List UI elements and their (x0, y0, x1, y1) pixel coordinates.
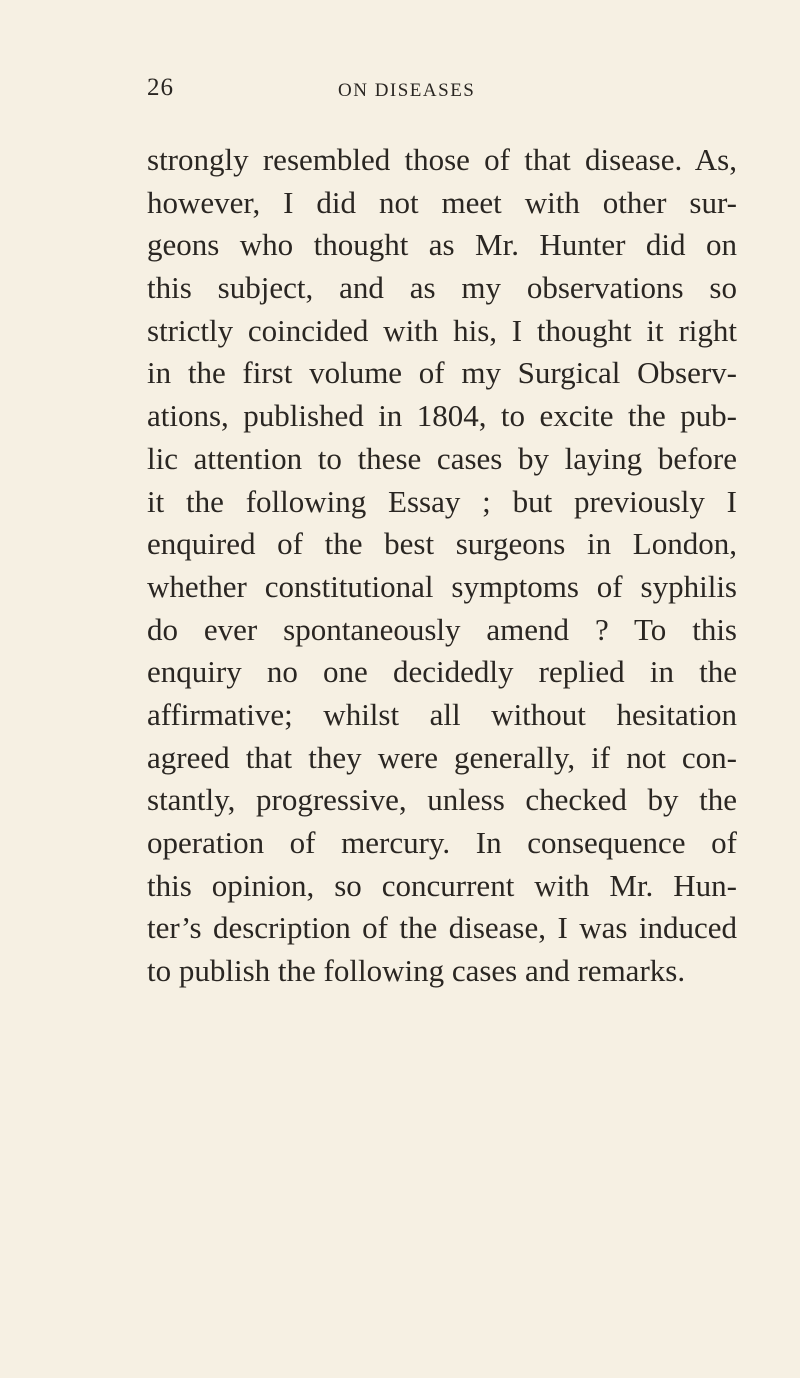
text-line: do ever spontaneously amend ? To this (147, 611, 737, 647)
text-line: geons who thought as Mr. Hunter did on (147, 227, 737, 263)
text-line: operation of mercury. In consequence of (147, 825, 737, 860)
text-line: this opinion, so concurrent with Mr. Hun- (147, 867, 737, 903)
text-line: ter’s description of the disease, I was induced (147, 910, 737, 946)
text-line: stantly, progressive, unless checked by the (147, 782, 737, 818)
text-line: affirmative; whilst all without hesitation (147, 696, 737, 732)
text-line: enquired of the best surgeons in London, (147, 526, 737, 562)
text-line: to publish the following cases and remarks. (147, 953, 686, 989)
running-title: ON DISEASES (338, 80, 476, 101)
text-line: agreed that they were generally, if not con- (147, 739, 737, 775)
text-line: it the following Essay ; but previously I (147, 483, 737, 519)
text-line: ations, published in 1804, to excite the pub- (147, 398, 737, 434)
text-line: this subject, and as my observations so (147, 270, 737, 306)
text-line: strictly coincided with his, I thought it right (147, 312, 737, 348)
page-header (0, 74, 800, 114)
text-line: strongly resembled those of that disease. As, (147, 142, 737, 177)
text-line: whether constitutional symptoms of syphilis (147, 568, 737, 604)
text-line: enquiry no one decidedly replied in the (147, 654, 737, 690)
body-text (147, 139, 737, 993)
text-line: in the first volume of my Surgical Observ- (147, 355, 737, 391)
text-line: lic attention to these cases by laying before (147, 440, 737, 476)
text-line: however, I did not meet with other sur- (147, 184, 737, 220)
page-number: 26 (147, 74, 174, 101)
